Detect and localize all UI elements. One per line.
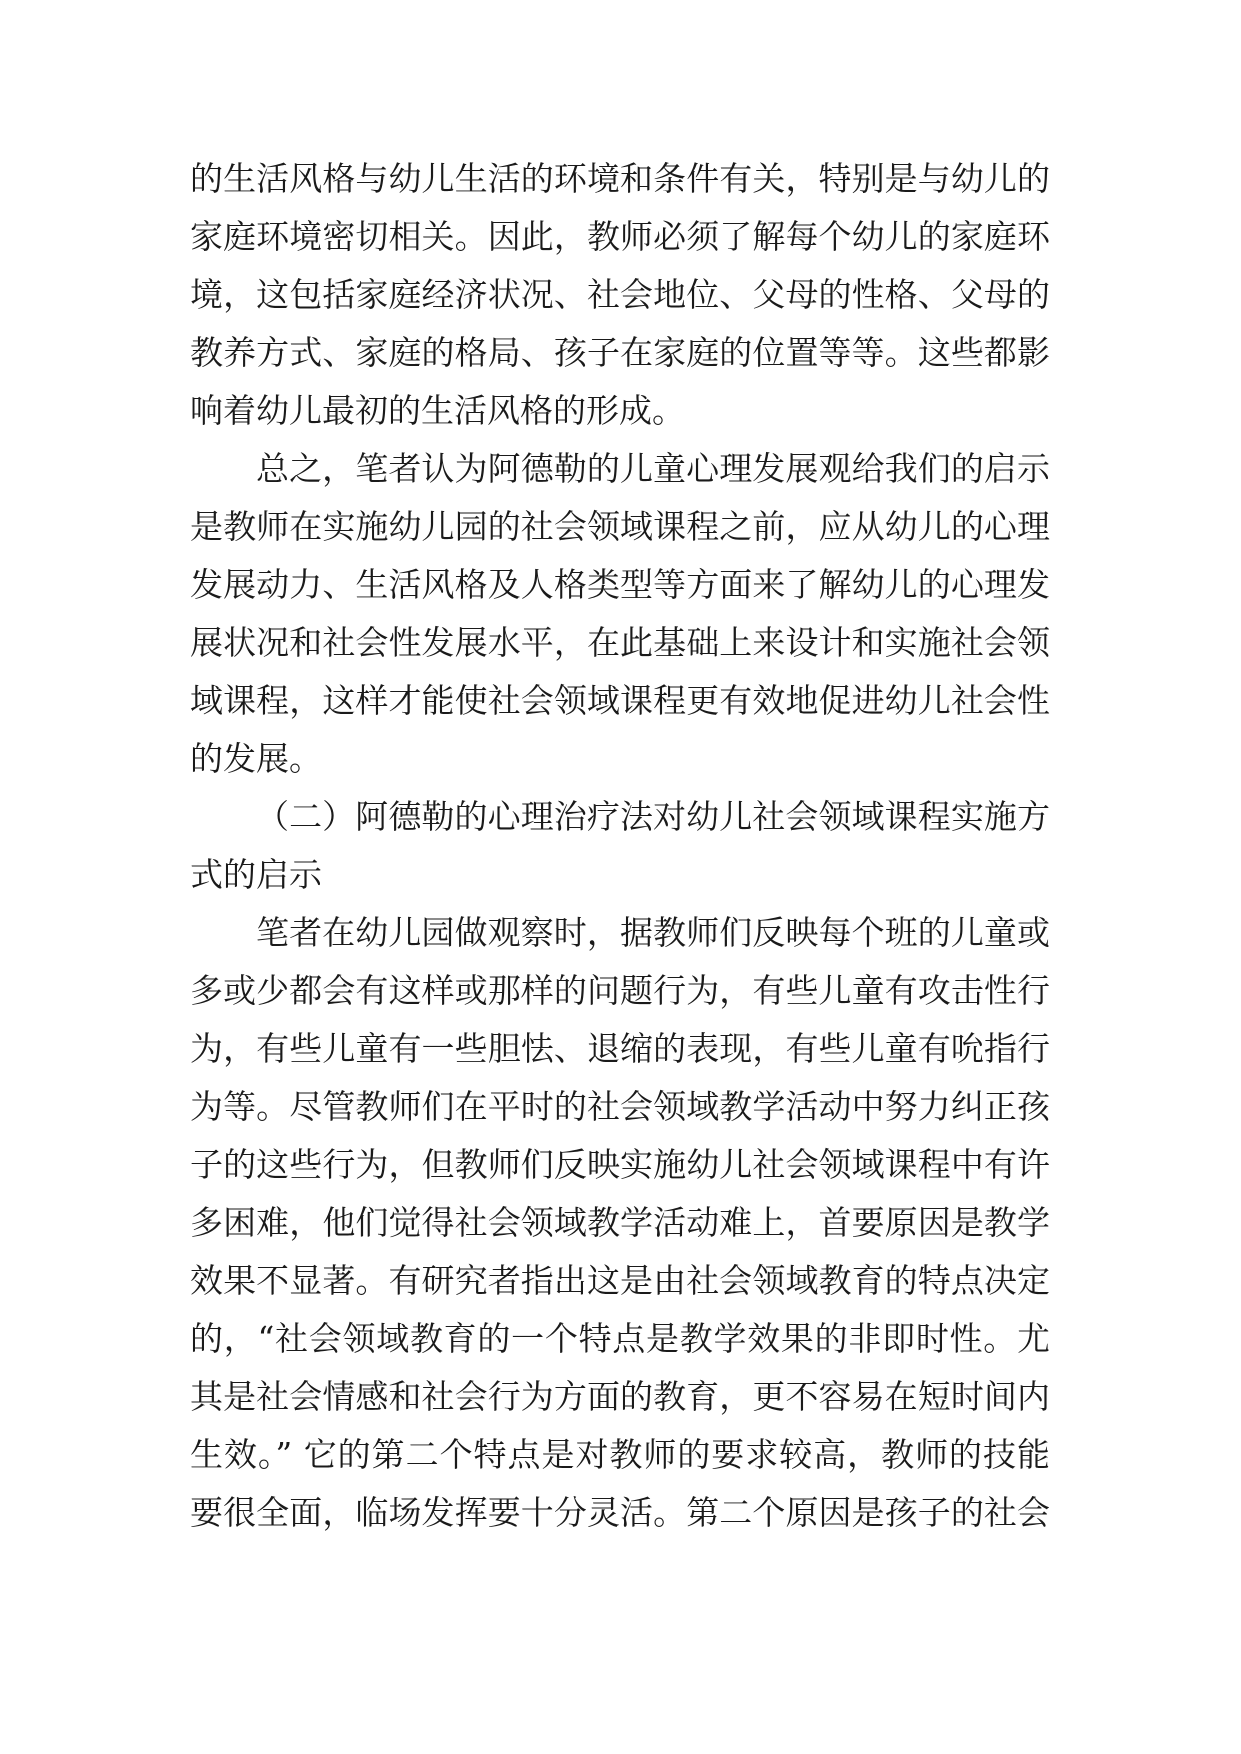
text-line: 为等。尽管教师们在平时的社会领域教学活动中努力纠正孩	[190, 1087, 1050, 1126]
text-line: 的，“社会领域教育的一个特点是教学效果的非即时性。尤	[190, 1319, 1050, 1358]
text-line: 为，有些儿童有一些胆怯、退缩的表现，有些儿童有吮指行	[190, 1029, 1050, 1068]
text-line: 生效。” 它的第二个特点是对教师的要求较高，教师的技能	[190, 1435, 1050, 1474]
text-line: 的生活风格与幼儿生活的环境和条件有关，特别是与幼儿的	[190, 159, 1050, 198]
text-line: 要很全面，临场发挥要十分灵活。第二个原因是孩子的社会	[190, 1493, 1050, 1532]
text-line: 是教师在实施幼儿园的社会领域课程之前，应从幼儿的心理	[190, 507, 1050, 546]
paragraph-first-line: 笔者在幼儿园做观察时，据教师们反映每个班的儿童或	[256, 913, 1050, 952]
text-line: 的发展。	[190, 739, 322, 778]
section-heading: （二）阿德勒的心理治疗法对幼儿社会领域课程实施方	[256, 797, 1050, 836]
text-line: 响着幼儿最初的生活风格的形成。	[190, 391, 685, 430]
text-line: 家庭环境密切相关。因此，教师必须了解每个幼儿的家庭环	[190, 217, 1050, 256]
text-line: 发展动力、生活风格及人格类型等方面来了解幼儿的心理发	[190, 565, 1050, 604]
text-line: 境，这包括家庭经济状况、社会地位、父母的性格、父母的	[190, 275, 1050, 314]
text-line: 域课程，这样才能使社会领域课程更有效地促进幼儿社会性	[190, 681, 1050, 720]
text-line: 子的这些行为，但教师们反映实施幼儿社会领域课程中有许	[190, 1145, 1050, 1184]
text-line: 其是社会情感和社会行为方面的教育，更不容易在短时间内	[190, 1377, 1050, 1416]
text-line: 效果不显著。有研究者指出这是由社会领域教育的特点决定	[190, 1261, 1050, 1300]
section-heading-continued: 式的启示	[190, 855, 322, 894]
paragraph-first-line: 总之，笔者认为阿德勒的儿童心理发展观给我们的启示	[256, 449, 1050, 488]
text-line: 展状况和社会性发展水平，在此基础上来设计和实施社会领	[190, 623, 1050, 662]
text-line: 多或少都会有这样或那样的问题行为，有些儿童有攻击性行	[190, 971, 1050, 1010]
body-text	[190, 150, 1050, 1542]
text-line: 教养方式、家庭的格局、孩子在家庭的位置等等。这些都影	[190, 333, 1050, 372]
text-line: 多困难，他们觉得社会领域教学活动难上，首要原因是教学	[190, 1203, 1050, 1242]
